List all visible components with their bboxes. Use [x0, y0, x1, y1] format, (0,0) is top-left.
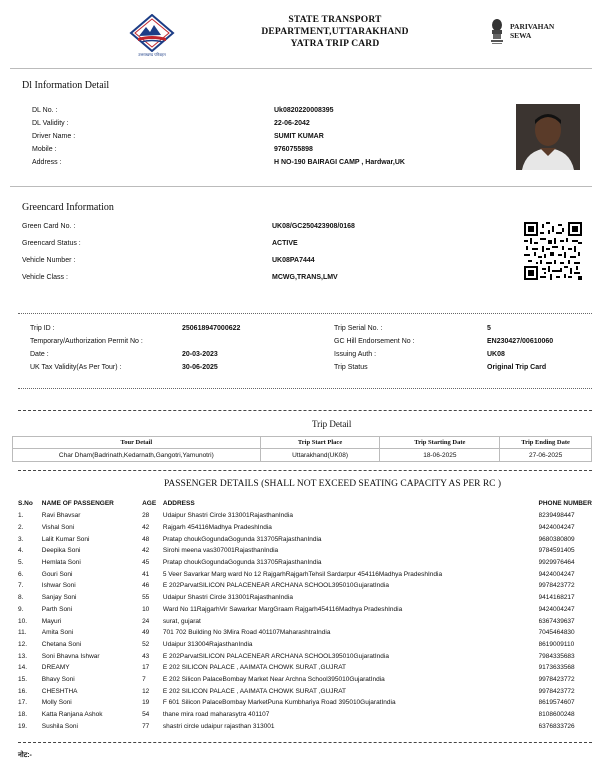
passenger-phone: 6376833726 [538, 722, 575, 730]
passenger-name: Amita Soni [41, 629, 74, 637]
header [0, 0, 592, 64]
parivahan-logo [488, 18, 558, 48]
greencard-status-label: Greencard Status : [22, 240, 81, 247]
passenger-phone: 8108600248 [538, 711, 575, 719]
passenger-row [18, 615, 592, 627]
passenger-row [18, 568, 592, 580]
passenger-age: 45 [142, 559, 150, 567]
passenger-name: Molly Soni [41, 699, 72, 707]
passenger-address: Rajgarh 454116Madhya PradeshIndia [162, 524, 272, 532]
passenger-row [18, 533, 592, 545]
passenger-address: E 202ParvatSILICON PALACENEAR ARCHANA SCHOOL395010GujaratIndia [162, 582, 389, 590]
passenger-address: 5 Veer Savarkar Marg ward No 12 RajgarhRajgarhTehsil Sardarpur 454116Madhya PradeshIndia [162, 570, 443, 578]
passenger-name: DREAMY [41, 664, 70, 672]
parivahan-line-2: SEWA [510, 31, 532, 40]
gc-hill-label: GC Hill Endorsement No : [334, 338, 415, 345]
passenger-name: Parth Soni [41, 605, 73, 613]
date-value: 20-03-2023 [182, 351, 218, 358]
dl-validity-value: 22-06-2042 [274, 120, 310, 127]
passenger-sno: 9. [18, 605, 24, 613]
passenger-sno: 1. [18, 512, 24, 520]
title-line-1: STATE TRANSPORT [288, 15, 382, 25]
passenger-sno: 17. [18, 699, 28, 707]
note-label: नोट:- [18, 752, 32, 759]
start-date-header: Trip Starting Date [380, 437, 500, 449]
vehicle-number-value: UK08PA7444 [272, 257, 315, 264]
uttarakhand-transport-logo [128, 14, 176, 60]
passenger-phone: 9978423772 [538, 687, 575, 695]
dl-no-value: Uk0820220008395 [274, 107, 334, 114]
passenger-address: Udaipur Shastri Circle 313001RajasthanIndia [162, 512, 293, 520]
trip-detail-row [13, 449, 592, 462]
passenger-phone: 9424004247 [538, 570, 575, 578]
green-card-no-value: UK08/GC250423908/0168 [272, 223, 355, 230]
passenger-name: Ravi Bhavsar [41, 512, 81, 520]
passenger-address: E 202 Silicon PalaceBombay Market Near Archna School395010GujaratIndia [162, 675, 385, 683]
passenger-age: 42 [142, 524, 150, 532]
passenger-row [18, 709, 592, 721]
left-logo-caption: उत्तराखण्ड परिवहन [138, 52, 166, 57]
passenger-row [18, 650, 592, 662]
passenger-phone: 9414168217 [538, 594, 575, 602]
passenger-sno: 7. [18, 582, 24, 590]
greencard-status-value: ACTIVE [272, 240, 298, 247]
passenger-row [18, 557, 592, 569]
age-header: AGE [142, 499, 157, 507]
mobile-value: 9760755898 [274, 146, 313, 153]
passenger-name: Katta Ranjana Ashok [41, 711, 103, 719]
passenger-row [18, 697, 592, 709]
passenger-sno: 4. [18, 547, 24, 555]
passenger-phone: 9784591405 [538, 547, 575, 555]
address-header: ADDRESS [162, 499, 195, 507]
passenger-phone: 8619009110 [538, 640, 575, 648]
header-divider [10, 68, 592, 69]
passenger-name: Bhavy Soni [41, 675, 75, 683]
passenger-address: thane mira road maharasytra 401107 [162, 711, 270, 719]
passenger-sno: 15. [18, 675, 28, 683]
passenger-age: 77 [142, 722, 150, 730]
driver-photo [516, 104, 580, 170]
passenger-sno: 18. [18, 711, 28, 719]
passenger-phone: 6367439637 [538, 617, 575, 625]
passenger-address: surat, gujarat [162, 617, 201, 625]
passenger-age: 28 [142, 512, 150, 520]
passenger-section-title: PASSENGER DETAILS (SHALL NOT EXCEED SEATING CAPACITY AS PER RC ) [164, 479, 502, 489]
passenger-row [18, 545, 592, 557]
trip-id-label: Trip ID : [30, 325, 55, 332]
address-label: Address : [32, 159, 62, 166]
passenger-sno: 10. [18, 617, 28, 625]
passenger-phone: 9978423772 [538, 675, 575, 683]
passenger-age: 43 [142, 652, 150, 660]
vehicle-class-label: Vehicle Class : [22, 274, 68, 281]
passenger-address: F 601 Silicon PalaceBombay MarketPuna Kumbhariya Road 395010GujaratIndia [162, 699, 396, 707]
passenger-row [18, 604, 592, 616]
passenger-phone: 9929976464 [538, 559, 575, 567]
passenger-address: Ward No 11RajgarhVir Sawarkar MargGraam Rajgarh454116Madhya PradeshIndia [162, 605, 403, 613]
passenger-age: 41 [142, 570, 150, 578]
address-value: H NO-190 BAIRAGI CAMP , Hardwar,UK [274, 159, 405, 166]
passenger-address: E 202 SILICON PALACE , AAIMATA CHOWK SURAT ,GUJRAT [162, 664, 347, 672]
passenger-rows [18, 510, 592, 732]
passenger-age: 17 [142, 664, 150, 672]
tour-detail-cell: Char Dham(Badrinath,Kedarnath,Gangotri,Yamunotri) [13, 449, 261, 462]
title-line-2: DEPARTMENT,UTTARAKHAND [261, 27, 409, 37]
vehicle-number-label: Vehicle Number : [22, 257, 76, 264]
passenger-sno: 3. [18, 535, 24, 543]
passenger-phone: 9173633568 [538, 664, 575, 672]
passenger-sno: 16. [18, 687, 28, 695]
passenger-address: Udaipur 313004RajasthanIndia [162, 640, 253, 648]
passenger-row [18, 720, 592, 732]
passenger-age: 48 [142, 535, 150, 543]
passenger-name: Hemlata Soni [41, 559, 81, 567]
passenger-age: 19 [142, 699, 150, 707]
trip-id-value: 250618947000622 [182, 325, 241, 332]
document-title [250, 14, 420, 50]
qr-code [524, 222, 582, 280]
sno-header: S.No [18, 499, 33, 507]
tax-validity-label: UK Tax Validity(As Per Tour) : [30, 364, 122, 371]
end-date-header: Trip Ending Date [500, 437, 592, 449]
passenger-name: Mayuri [41, 617, 62, 625]
mobile-label: Mobile : [32, 146, 57, 153]
passenger-row [18, 522, 592, 534]
issuing-auth-value: UK08 [487, 351, 505, 358]
passenger-name: CHESHTHA [41, 687, 78, 695]
passenger-row [18, 592, 592, 604]
passenger-row [18, 674, 592, 686]
passenger-age: 54 [142, 711, 150, 719]
passenger-address: Udaipur Shastri Circle 313001RajasthanIndia [162, 594, 293, 602]
end-date-cell: 27-06-2025 [500, 449, 592, 462]
tour-detail-header: Tour Detail [13, 437, 261, 449]
passenger-phone: 8619574607 [538, 699, 575, 707]
passenger-name: Vishal Soni [41, 524, 75, 532]
trip-detail-title: Trip Detail [312, 419, 352, 429]
passenger-row [18, 639, 592, 651]
dl-section-title: Dl Information Detail [22, 80, 110, 91]
trip-info-divider [18, 388, 592, 389]
trip-detail-top-rule [18, 410, 592, 411]
driver-name-label: Driver Name : [32, 133, 76, 140]
green-card-no-label: Green Card No. : [22, 223, 76, 230]
gc-hill-value: EN230427/00610060 [487, 338, 554, 345]
passenger-address: E 202 SILICON PALACE , AAIMATA CHOWK SURAT ,GUJRAT [162, 687, 347, 695]
passenger-age: 49 [142, 629, 150, 637]
driver-name-value: SUMIT KUMAR [274, 133, 324, 140]
passenger-row [18, 627, 592, 639]
passenger-sno: 14. [18, 664, 28, 672]
name-header: NAME OF PASSENGER [41, 499, 114, 507]
passenger-name: Soni Bhavna Ishwar [41, 652, 100, 660]
passenger-sno: 5. [18, 559, 24, 567]
passenger-address: shastri circle udaipur rajasthan 313001 [162, 722, 275, 730]
dl-no-label: DL No. : [32, 107, 58, 114]
date-label: Date : [30, 351, 49, 358]
passenger-name: Ishwar Soni [41, 582, 76, 590]
passenger-name: Deepika Soni [41, 547, 81, 555]
dl-validity-label: DL Validity : [32, 120, 69, 127]
passenger-sno: 12. [18, 640, 28, 648]
passenger-sno: 13. [18, 652, 28, 660]
passenger-phone: 7045464830 [538, 629, 575, 637]
passenger-row [18, 510, 592, 522]
start-place-header: Trip Start Place [260, 437, 380, 449]
phone-header: PHONE NUMBER [538, 499, 592, 507]
passenger-sno: 6. [18, 570, 24, 578]
greencard-divider [18, 313, 592, 314]
passenger-age: 42 [142, 547, 150, 555]
trip-status-value: Original Trip Card [487, 364, 547, 371]
passenger-age: 46 [142, 582, 150, 590]
passenger-row [18, 685, 592, 697]
vehicle-class-value: MCWG,TRANS,LMV [272, 274, 338, 281]
start-date-cell: 18-06-2025 [380, 449, 500, 462]
passenger-name: Chetana Soni [41, 640, 82, 648]
passenger-age: 52 [142, 640, 150, 648]
national-emblem-icon [488, 18, 506, 48]
passenger-phone: 9680380809 [538, 535, 575, 543]
footer-rule [18, 742, 592, 743]
tax-validity-value: 30-06-2025 [182, 364, 218, 371]
passenger-address: E 202ParvatSILICON PALACENEAR ARCHANA SCHOOL395010GujaratIndia [162, 652, 389, 660]
passenger-row [18, 580, 592, 592]
passenger-age: 55 [142, 594, 150, 602]
passenger-address: 701 702 Building No 3Mira Road 401107MaharashtraIndia [162, 629, 331, 637]
passenger-sno: 19. [18, 722, 28, 730]
trip-status-label: Trip Status [334, 364, 368, 371]
passenger-sno: 8. [18, 594, 24, 602]
passenger-address: Pratap choukGogundaGogunda 313705RajasthanIndia [162, 559, 322, 567]
passenger-age: 24 [142, 617, 150, 625]
trip-serial-label: Trip Serial No. : [334, 325, 383, 332]
passenger-sno: 11. [18, 629, 27, 637]
passenger-address: Sirohi meena vas307001RajasthanIndia [162, 547, 279, 555]
issuing-auth-label: Issuing Auth : [334, 351, 377, 358]
passenger-name: Lalit Kumar Soni [41, 535, 90, 543]
dl-divider [10, 186, 592, 187]
passenger-phone: 7984335683 [538, 652, 575, 660]
trip-detail-table [12, 436, 592, 462]
passenger-name: Gouri Soni [41, 570, 73, 578]
parivahan-line-1: PARIVAHAN [510, 22, 555, 31]
passenger-age: 12 [142, 687, 150, 695]
start-place-cell: Uttarakhand(UK08) [260, 449, 380, 462]
passenger-age: 10 [142, 605, 150, 613]
title-line-3: YATRA TRIP CARD [290, 39, 380, 49]
passenger-row [18, 662, 592, 674]
passenger-top-rule [18, 470, 592, 471]
passenger-sno: 2. [18, 524, 24, 532]
trip-serial-value: 5 [487, 325, 491, 332]
permit-no-label: Temporary/Authorization Permit No : [30, 338, 143, 345]
passenger-table [18, 496, 592, 732]
passenger-phone: 8239498447 [538, 512, 575, 520]
passenger-phone: 9978423772 [538, 582, 575, 590]
passenger-name: Sushila Soni [41, 722, 78, 730]
passenger-phone: 9424004247 [538, 524, 575, 532]
passenger-age: 7 [142, 675, 146, 683]
greencard-section-title: Greencard Information [22, 202, 114, 213]
passenger-name: Sanjay Soni [41, 594, 77, 602]
passenger-phone: 9424004247 [538, 605, 575, 613]
passenger-address: Pratap choukGogundaGogunda 313705RajasthanIndia [162, 535, 322, 543]
